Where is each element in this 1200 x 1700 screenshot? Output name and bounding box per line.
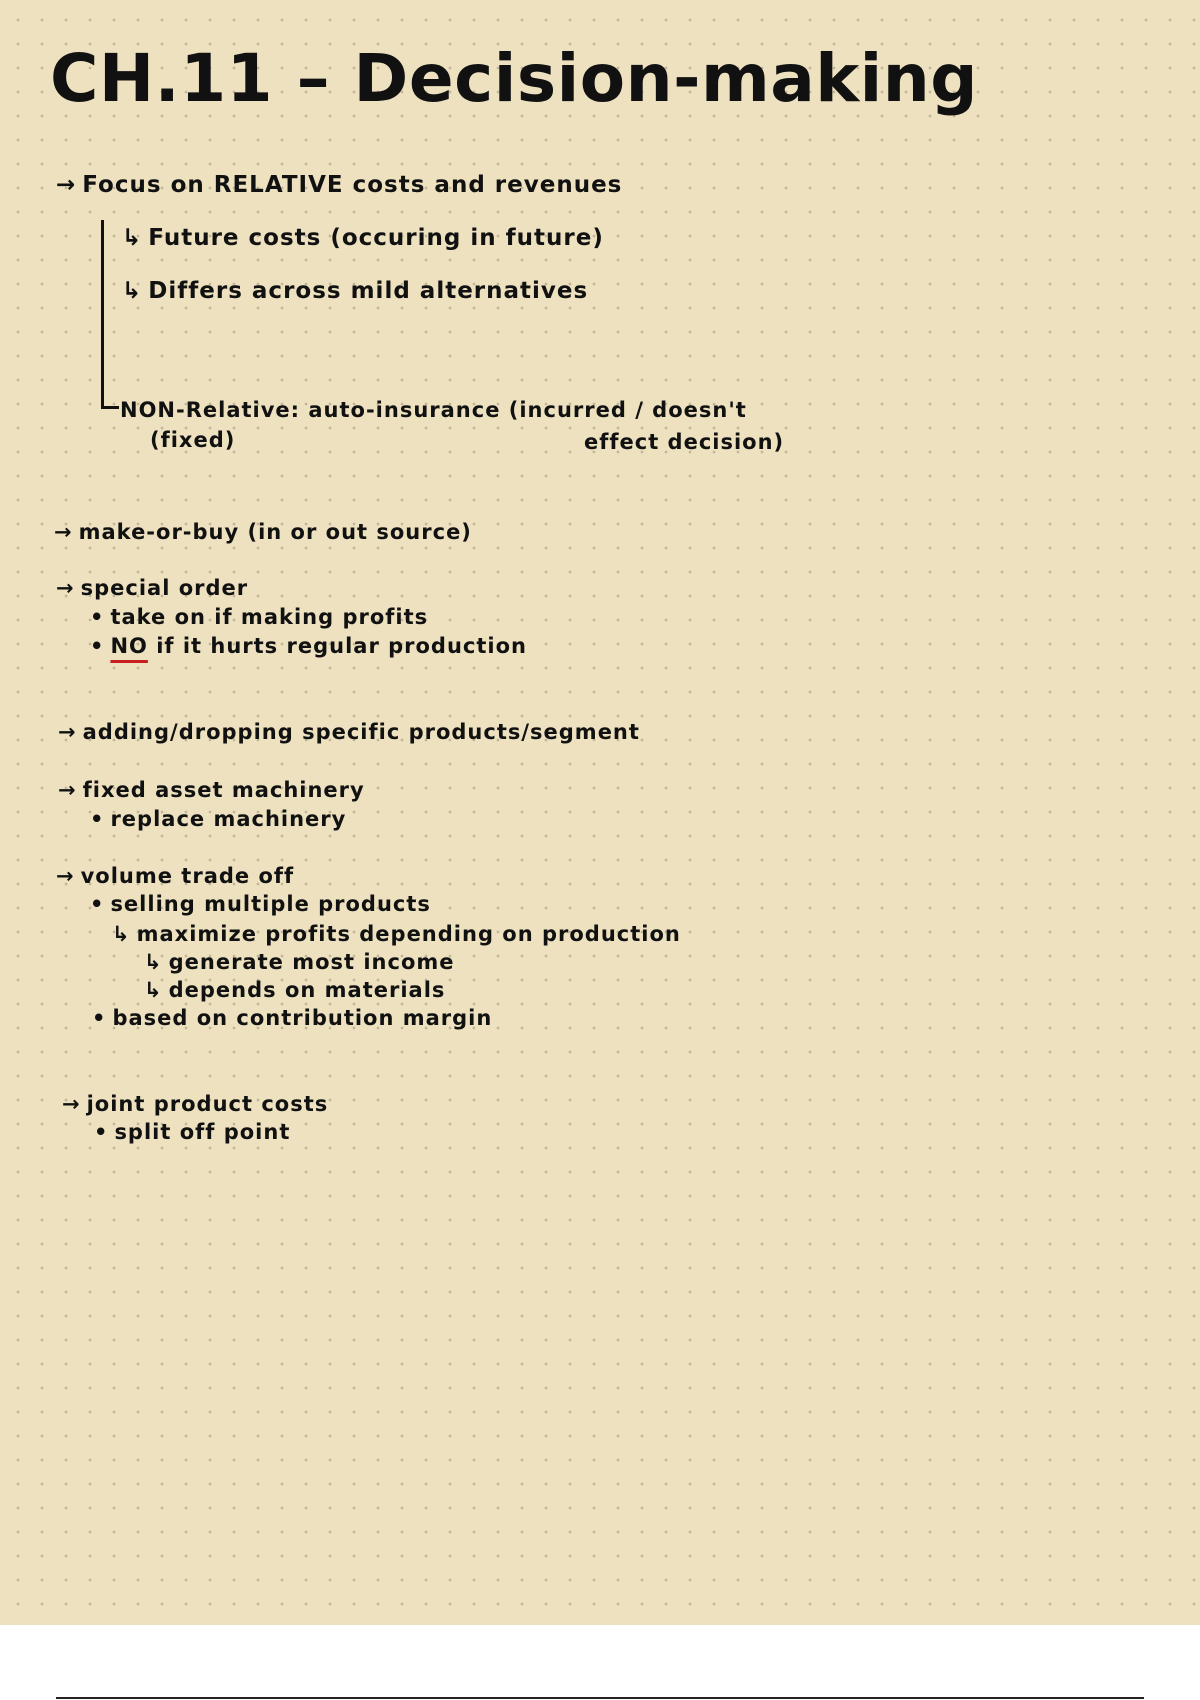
note-text: volume trade off	[80, 864, 295, 888]
note-text: generate most income	[168, 950, 455, 974]
note-text: maximize profits depending on production	[136, 922, 681, 946]
note-special-order	[56, 576, 248, 600]
note-text: Future costs (occuring in future)	[148, 225, 604, 251]
note-make-or-buy	[54, 520, 472, 544]
note-split-off	[94, 1120, 290, 1144]
hook-arrow-icon: ↳	[122, 225, 143, 251]
note-replace-machinery	[90, 807, 346, 831]
note-volume-trade-off	[56, 864, 294, 888]
note-text: split off point	[114, 1120, 291, 1144]
note-text: if it hurts regular production	[156, 634, 527, 658]
hook-arrow-icon: ↳	[144, 950, 163, 974]
bottom-divider	[56, 1697, 1144, 1699]
arrow-icon: →	[62, 1092, 81, 1116]
note-contribution-margin	[92, 1006, 492, 1030]
note-selling-multiple	[90, 892, 431, 916]
page-title: CH.11 – Decision-making	[50, 40, 979, 117]
note-fixed-asset	[58, 778, 365, 802]
note-text: fixed asset machinery	[82, 778, 365, 802]
note-effect-decision: effect decision)	[584, 430, 785, 454]
bullet-icon: •	[90, 605, 105, 629]
note-joint-product	[62, 1092, 328, 1116]
bullet-icon: •	[94, 1120, 109, 1144]
bracket-hook	[101, 406, 119, 409]
note-text: replace machinery	[110, 807, 347, 831]
note-text: based on contribution margin	[112, 1006, 493, 1030]
bullet-icon: •	[92, 1006, 107, 1030]
arrow-icon: →	[58, 778, 77, 802]
no-emphasis: NO	[110, 634, 148, 658]
note-non-relative	[120, 398, 747, 422]
note-focus-relative	[56, 172, 622, 198]
arrow-icon: →	[56, 172, 77, 198]
note-differs	[122, 278, 588, 304]
note-fixed: (fixed)	[150, 428, 236, 452]
hook-arrow-icon: ↳	[144, 978, 163, 1002]
hook-arrow-icon: ↳	[112, 922, 131, 946]
bullet-icon: •	[90, 892, 105, 916]
note-adding-dropping	[58, 720, 640, 744]
note-text: selling multiple products	[110, 892, 431, 916]
note-take-on	[90, 605, 428, 629]
note-no-hurts	[90, 634, 527, 658]
note-text: depends on materials	[168, 978, 446, 1002]
note-depends-materials	[144, 978, 445, 1002]
arrow-icon: →	[58, 720, 77, 744]
note-generate-income	[144, 950, 455, 974]
arrow-icon: →	[56, 864, 75, 888]
bullet-icon: •	[90, 807, 105, 831]
note-text: adding/dropping specific products/segment	[82, 720, 640, 744]
note-text: NON-Relative: auto-insurance (incurred / doesn't	[120, 398, 747, 422]
arrow-icon: →	[56, 576, 75, 600]
note-text: special order	[80, 576, 249, 600]
arrow-icon: →	[54, 520, 73, 544]
hook-arrow-icon: ↳	[122, 278, 143, 304]
note-text: Focus on RELATIVE costs and revenues	[82, 172, 623, 198]
note-text: Differs across mild alternatives	[148, 278, 589, 304]
bracket-line	[101, 220, 104, 408]
note-maximize-profits	[112, 922, 681, 946]
note-future-costs	[122, 225, 604, 251]
note-text: take on if making profits	[110, 605, 429, 629]
note-text: make-or-buy (in or out source)	[78, 520, 472, 544]
note-text: joint product costs	[86, 1092, 329, 1116]
bullet-icon: •	[90, 634, 105, 658]
